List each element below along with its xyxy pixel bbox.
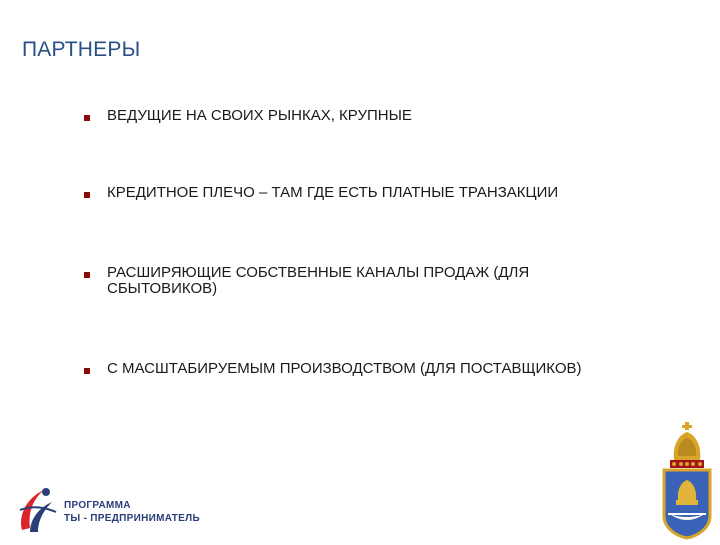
bullet-text: КРЕДИТНОЕ ПЛЕЧО – ТАМ ГДЕ ЕСТЬ ПЛАТНЫЕ ТРАНЗАКЦИИ bbox=[107, 184, 559, 201]
bullet-item bbox=[84, 108, 684, 124]
bullet-text: ВЕДУЩИЕ НА СВОИХ РЫНКАХ, КРУПНЫЕ bbox=[107, 107, 412, 124]
bullet-marker-icon bbox=[84, 115, 90, 121]
coat-of-arms-emblem bbox=[654, 420, 720, 540]
bullet-marker-icon bbox=[84, 368, 90, 374]
bullet-item bbox=[84, 361, 684, 377]
crown-shield-icon bbox=[654, 420, 720, 540]
bullet-item bbox=[84, 265, 684, 297]
bullet-item bbox=[84, 185, 684, 201]
program-logo bbox=[16, 482, 216, 538]
logo-line-1: ПРОГРАММА bbox=[64, 500, 131, 511]
slide-title: ПАРТНЕРЫ bbox=[22, 38, 141, 61]
program-logo-icon bbox=[16, 482, 62, 538]
bullet-marker-icon bbox=[84, 272, 90, 278]
bullet-text: С МАСШТАБИРУЕМЫМ ПРОИЗВОДСТВОМ (ДЛЯ ПОСТАВЩИКОВ) bbox=[107, 360, 582, 377]
bullet-text: РАСШИРЯЮЩИЕ СОБСТВЕННЫЕ КАНАЛЫ ПРОДАЖ (ДЛЯ СБЫТОВИКОВ) bbox=[107, 264, 530, 297]
bullet-marker-icon bbox=[84, 192, 90, 198]
logo-line-2: ТЫ - ПРЕДПРИНИМАТЕЛЬ bbox=[64, 513, 200, 524]
